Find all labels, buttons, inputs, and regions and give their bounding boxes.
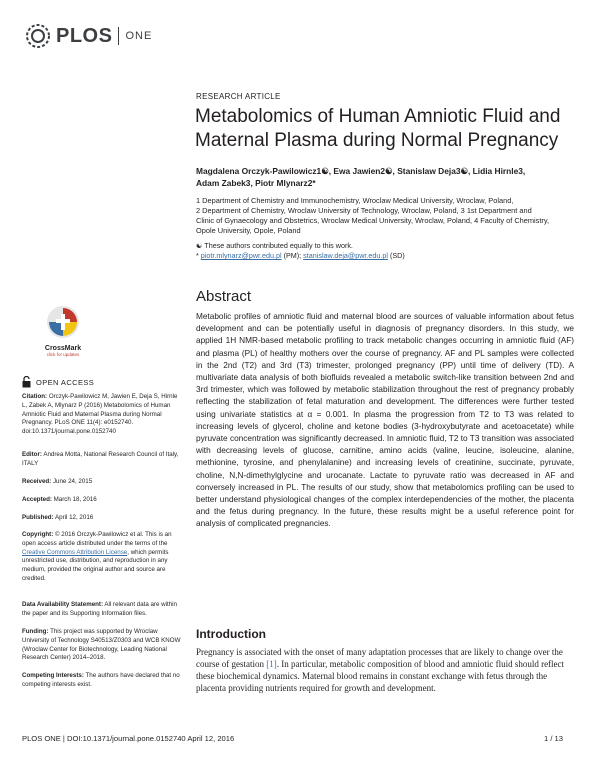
introduction-text: [196, 646, 576, 694]
affiliation-line: 1 Department of Chemistry and Immunochemistry, Wroclaw Medical University, Wroclaw, Poland,: [196, 196, 514, 205]
published-label: Published:: [22, 514, 54, 521]
copyright-label: Copyright:: [22, 531, 54, 538]
license-link[interactable]: Creative Commons Attribution License: [22, 548, 128, 556]
footer-doi: PLOS ONE | DOI:10.1371/journal.pone.0152740 April 12, 2016: [22, 734, 235, 743]
citation-block: [22, 393, 182, 437]
funding-block: [22, 628, 182, 663]
citation-label: Citation:: [22, 393, 48, 400]
logo-plos-text: PLOS: [56, 24, 113, 47]
email-suffix: (PM);: [281, 251, 304, 260]
email-suffix: (SD): [387, 251, 405, 260]
abstract-text: Metabolic profiles of amniotic fluid and maternal blood are sources of valuable information about fetus development and can be potentially useful in diagnosis of pregnancy disorders. In this study, we applied 1H NMR-based metabolic profiling to track metabolic changes occurring in amniotic fluid (AF) and plasma (PL) of healthy mothers over the course of pregnancy. AF and PL samples were collected in the 2nd (T2) and 3rd (T3) trimester, prolonged pregnancy (PP) until time of delivery (TD). A multivariate data analysis of both biofluids revealed a metabolic switch-like transition between 2nd and 3rd trimester, which was followed by metabolic stabilization throughout the rest of pregnancy probably reflecting the stabilization of fetal maturation and development. The differences were further tested using univariate statistics at α = 0.001. In plasma the progression from T2 to T3 was related to increasing levels of glycerol, choline and ketone bodies (3-hydroxybutyrate and acetoacetate) while pyruvate concentration was significantly decreased. In amniotic fluid, T2 to T3 transition was associated with decreasing levels of glucose, carnitine, amino acids (valine, leucine, isoleucine, alanine, methionine, tyrosine, and phenylalanine) and increasing levels of creatinine, succinate, pyruvate, choline, N,N-dimethylglycine and urocanate. Lactate to pyruvate ratio was decreased in AF and conversely increased in PL. The results of our study, show that metabolomics profiling can be used to better understand physiological changes of the complex interdependencies of the mother, the placenta and the fetus during pregnancy. In the future, these results might be a useful reference point for analysis of complicated pregnancies.: [196, 312, 574, 529]
author-notes: [196, 241, 576, 261]
crossmark-badge[interactable]: [38, 305, 88, 357]
email-link-pm[interactable]: piotr.mlynarz@pwr.edu.pl: [200, 251, 282, 260]
asterisk: *: [196, 251, 201, 260]
authors-line-1: Magdalena Orczyk-Pawilowicz1☯, Ewa Jawien2☯, Stanislaw Deja3☯, Lidia Hirnle3,: [196, 166, 526, 176]
email-link-sd[interactable]: stanislaw.deja@pwr.edu.pl: [303, 251, 388, 260]
accepted-block: [22, 496, 182, 505]
correspondence-line: [196, 251, 576, 261]
affiliation-line: Opole University, Opole, Poland: [196, 226, 301, 235]
published-text: April 12, 2016: [53, 514, 94, 521]
competing-interests-label: Competing Interests:: [22, 672, 84, 679]
crossmark-label: CrossMark: [44, 345, 82, 352]
copyright-text: , which permits unrestricted use, distribution, and reproduction in any medium, provided the original author and source are credited.: [22, 548, 169, 582]
citation-link[interactable]: [1]: [266, 659, 277, 669]
open-access-label: OPEN ACCESS: [36, 377, 95, 387]
logo-one-text: ONE: [125, 30, 153, 42]
equal-contribution-note: ☯ These authors contributed equally to this work.: [196, 241, 353, 250]
article-type: RESEARCH ARTICLE: [196, 92, 281, 101]
intro-text-part: . In particular, metabolic composition of blood and amniotic fluid should reflect these biochemical dynamics. Maternal blood remains in constant exchange with fetus through the placenta providing nutrients required for growth and development.: [196, 659, 565, 693]
introduction-heading: Introduction: [196, 627, 266, 641]
copyright-block: [22, 531, 182, 584]
open-access-badge: [22, 376, 94, 388]
authors-line-2: Adam Zabek3, Piotr Mlynarz2*: [196, 178, 316, 188]
article-title: Metabolomics of Human Amniotic Fluid and Maternal Plasma during Normal Pregnancy: [195, 106, 561, 151]
intro-text-part: Pregnancy is associated with the onset of many adaptation processes that are likely to change over the course of gestation: [196, 647, 563, 669]
received-label: Received:: [22, 478, 52, 485]
copyright-text: © 2016 Orczyk-Pawilowicz et al. This is an open access article distributed under the terms of the: [22, 531, 172, 547]
received-text: June 24, 2015: [51, 478, 93, 485]
published-block: [22, 514, 182, 523]
received-block: [22, 478, 182, 487]
editor-block: [22, 451, 182, 469]
abstract-heading: Abstract: [196, 288, 252, 305]
editor-text: Andrea Motta, National Research Council of Italy, ITALY: [22, 451, 179, 467]
crossmark-sublabel: click for updates: [46, 352, 80, 357]
page-number: 1 / 13: [544, 734, 563, 743]
open-lock-icon: [22, 376, 31, 388]
affiliation-line: Clinic of Gynaecology and Obstetrics, Wroclaw Medical University, Wroclaw, Poland, 4 Faculty of Chemistry,: [196, 216, 550, 225]
data-availability-text: All relevant data are within the paper and its Supporting Information files.: [22, 601, 177, 617]
affiliations: [196, 196, 576, 236]
plos-one-logo[interactable]: [24, 22, 152, 50]
crossmark-icon: [46, 305, 80, 339]
accepted-text: March 18, 2016: [51, 496, 97, 503]
plos-logo-icon: [24, 22, 52, 50]
competing-interests-block: [22, 672, 182, 690]
affiliation-line: 2 Department of Chemistry, Wroclaw University of Technology, Wroclaw, Poland, 3 1st Department and: [196, 206, 532, 215]
competing-interests-text: The authors have declared that no competing interests exist.: [22, 672, 180, 688]
accepted-label: Accepted:: [22, 496, 52, 503]
data-availability-label: Data Availability Statement:: [22, 601, 104, 608]
funding-label: Funding:: [22, 628, 49, 635]
funding-text: This project was supported by Wroclaw University of Technology S40513/Z0303 and WCB KNOW (Wroclaw Center for Biotechnology, Leading National Research Center) 2014–2018.: [22, 628, 181, 662]
data-availability-block: [22, 601, 182, 619]
editor-label: Editor:: [22, 451, 42, 458]
author-list: [196, 165, 576, 189]
citation-text: Orczyk-Pawilowicz M, Jawien E, Deja S, Hirnle L, Zabek A, Mlynarz P (2016) Metabolomics of Human Amniotic Fluid and Maternal Plasma during Normal Pregnancy. PLoS ONE 11(4): e0152740. doi:10.1371/journal.pone.0152740: [22, 393, 178, 436]
logo-divider: [118, 27, 119, 45]
